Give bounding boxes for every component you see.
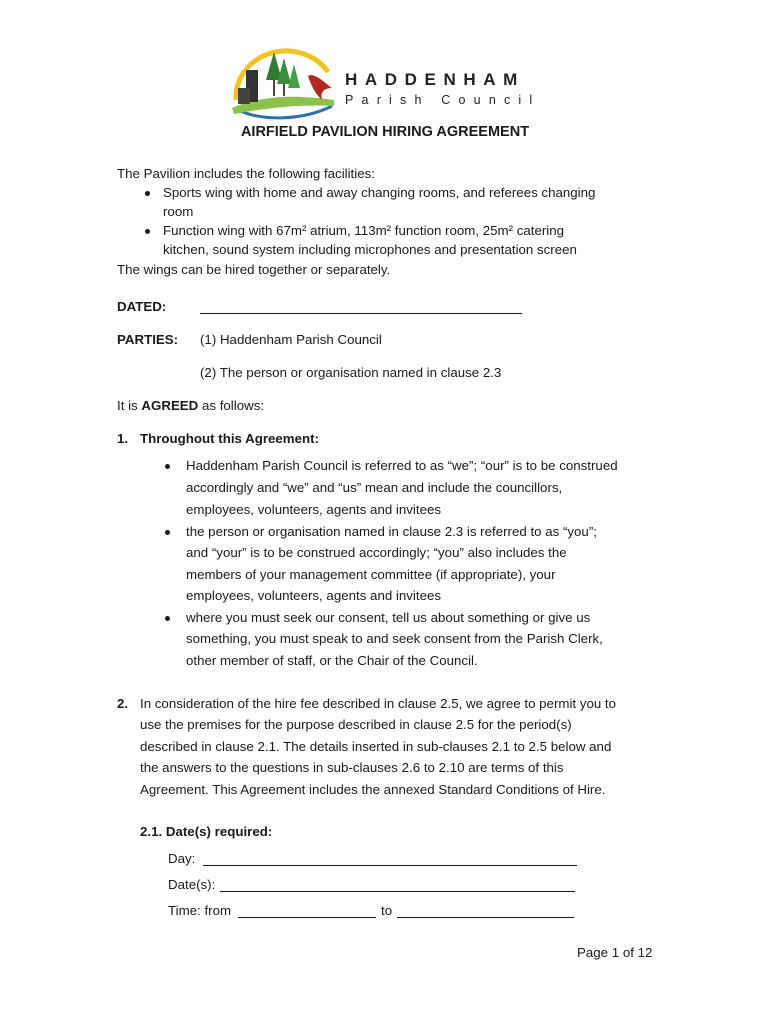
clause-2-1-heading: 2.1. Date(s) required: — [140, 824, 273, 839]
document-title: AIRFIELD PAVILION HIRING AGREEMENT — [240, 124, 530, 140]
clause-2-line-1: In consideration of the hire fee described in clause 2.5, we agree to permit you to — [140, 696, 617, 711]
intro-closing: The wings can be hired together or separately. — [117, 262, 391, 277]
dated-field[interactable] — [200, 313, 522, 314]
clause-1-bullet-3-line-1: where you must seek our consent, tell us about something or give us — [186, 610, 591, 625]
agreed-statement: It is AGREED as follows: — [117, 398, 265, 413]
clause-1-bullet-1-line-1: Haddenham Parish Council is referred to as “we”; “our” is to be construed — [186, 458, 618, 473]
bullet-icon — [165, 616, 170, 621]
org-name: HADDENHAM — [345, 70, 525, 89]
time-from-field[interactable] — [238, 917, 376, 918]
time-to-field[interactable] — [397, 917, 574, 918]
parties-label: PARTIES: — [117, 332, 179, 347]
logo-tree-3 — [288, 64, 300, 88]
clause-2-number: 2. — [117, 696, 129, 711]
page-number: Page 1 of 12 — [577, 945, 653, 960]
logo-red-kite — [308, 75, 332, 100]
day-field[interactable] — [203, 865, 577, 866]
bullet-icon — [165, 464, 170, 469]
clause-1-bullet-1-line-2: accordingly and “we” and “us” mean and include the councillors, — [186, 480, 563, 495]
intro-bullet-1-line-1: Sports wing with home and away changing rooms, and referees changing — [163, 185, 596, 200]
clause-1-bullet-2-line-1: the person or organisation named in clause 2.3 is referred to as “you”; — [186, 524, 597, 539]
intro-bullet-1-line-2: room — [163, 204, 194, 219]
clause-1-number: 1. — [117, 431, 129, 446]
clause-2-line-2: use the premises for the purpose described in clause 2.5 for the period(s) — [140, 717, 572, 732]
clause-2-line-4: the answers to the questions in sub-clauses 2.6 to 2.10 are terms of this — [140, 760, 564, 775]
clause-2-line-5: Agreement. This Agreement includes the annexed Standard Conditions of Hire. — [140, 782, 606, 797]
clause-1-bullet-2-line-3: members of your management committee (if appropriate), your — [186, 567, 556, 582]
dated-label: DATED: — [117, 299, 167, 314]
clause-1-bullet-3-line-2: something, you must speak to and seek consent from the Parish Clerk, — [186, 631, 603, 646]
clause-1-bullet-3-line-3: other member of staff, or the Chair of the Council. — [186, 653, 478, 668]
bullet-icon — [145, 191, 150, 196]
dates-field[interactable] — [220, 891, 575, 892]
party-1: (1) Haddenham Parish Council — [200, 332, 382, 347]
dates-label: Date(s): — [168, 877, 216, 892]
party-2: (2) The person or organisation named in clause 2.3 — [200, 365, 502, 380]
org-subtitle: Parish Council — [345, 93, 541, 107]
intro-bullet-2-line-2: kitchen, sound system including microphones and presentation screen — [163, 242, 577, 257]
clause-1-heading: Throughout this Agreement: — [140, 431, 320, 446]
clause-1-bullet-1-line-3: employees, volunteers, agents and invitees — [186, 502, 442, 517]
bullet-icon — [165, 530, 170, 535]
intro-bullet-2-line-1: Function wing with 67m² atrium, 113m² function room, 25m² catering — [163, 223, 565, 238]
haddenham-logo — [224, 42, 344, 122]
bullet-icon — [145, 229, 150, 234]
time-to-label: to — [381, 903, 393, 918]
clause-2-line-3: described in clause 2.1. The details inserted in sub-clauses 2.1 to 2.5 below and — [140, 739, 612, 754]
day-label: Day: — [168, 851, 196, 866]
time-from-label: Time: from — [168, 903, 232, 918]
intro-lead: The Pavilion includes the following facilities: — [117, 166, 375, 181]
clause-1-bullet-2-line-2: and “your” is to be construed accordingly; “you” also includes the — [186, 545, 567, 560]
clause-1-bullet-2-line-4: employees, volunteers, agents and invitees — [186, 588, 442, 603]
